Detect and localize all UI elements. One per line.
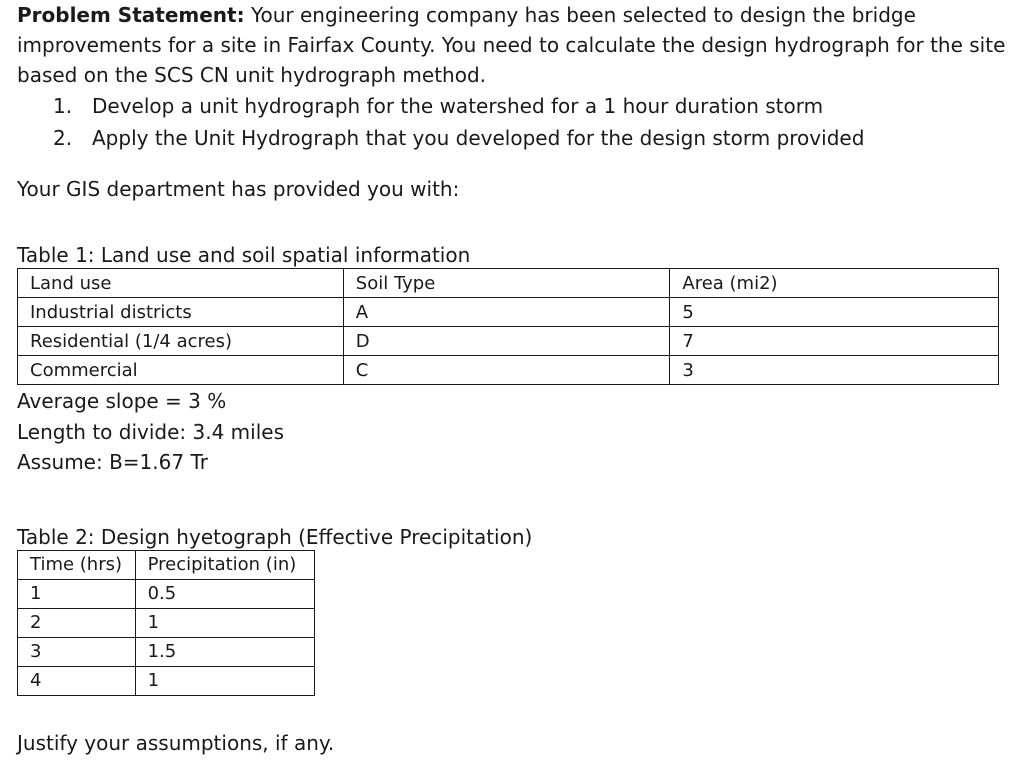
table-header-cell: Area (mi2)	[670, 269, 999, 298]
task-text: Apply the Unit Hydrograph that you developed for the design storm provided	[92, 126, 865, 150]
document	[17, 0, 1017, 758]
task-text: Develop a unit hydrograph for the watershed for a 1 hour duration storm	[92, 94, 824, 118]
closing-note: Justify your assumptions, if any.	[17, 730, 335, 755]
table-row	[18, 298, 999, 327]
task-number: 1.	[53, 94, 73, 118]
table-cell: Commercial	[18, 356, 344, 385]
table-cell: 7	[670, 327, 999, 356]
task-item	[17, 122, 1017, 154]
table-cell: 3	[18, 637, 136, 666]
gis-intro: Your GIS department has provided you with:	[17, 177, 460, 201]
table-row	[18, 356, 999, 385]
table-cell: Residential (1/4 acres)	[18, 327, 344, 356]
table-header-cell: Land use	[18, 269, 344, 298]
parameters	[17, 386, 1017, 478]
table-row	[18, 579, 315, 608]
table-cell: 1.5	[135, 637, 314, 666]
table-cell: 5	[670, 298, 999, 327]
table-header-cell: Soil Type	[343, 269, 670, 298]
table-cell: C	[343, 356, 670, 385]
task-list	[17, 90, 1017, 154]
table-header-row	[18, 550, 315, 579]
param-assumption: Assume: B=1.67 Tr	[17, 450, 208, 474]
table2-caption: Table 2: Design hyetograph (Effective Precipitation)	[17, 524, 533, 549]
table-row	[18, 666, 315, 695]
table-cell: 2	[18, 608, 136, 637]
table-cell: 1	[135, 666, 314, 695]
problem-statement	[17, 0, 1007, 90]
table-header-cell: Time (hrs)	[18, 550, 136, 579]
table-cell: 3	[670, 356, 999, 385]
problem-statement-label: Problem Statement:	[17, 3, 245, 27]
table-header-row	[18, 269, 999, 298]
param-slope: Average slope = 3 %	[17, 389, 227, 413]
table2	[17, 550, 315, 696]
table-header-cell: Precipitation (in)	[135, 550, 314, 579]
table-row	[18, 327, 999, 356]
param-length: Length to divide: 3.4 miles	[17, 419, 285, 444]
table-cell: 0.5	[135, 579, 314, 608]
task-number: 2.	[53, 126, 73, 150]
table-cell: A	[343, 298, 670, 327]
table-cell: 4	[18, 666, 136, 695]
table1	[17, 268, 999, 385]
table-row	[18, 637, 315, 666]
table1-caption: Table 1: Land use and soil spatial information	[17, 243, 471, 267]
table-cell: 1	[135, 608, 314, 637]
problem-statement-text: Your engineering company has been selected to design the bridge improvements for a site in Fairfax County. You need to calculate the design hydrograph for the site based on the SCS CN unit hydrograph method.	[17, 3, 1006, 87]
task-item	[17, 90, 1017, 122]
table-cell: D	[343, 327, 670, 356]
table-cell: Industrial districts	[18, 298, 344, 327]
table-row	[18, 608, 315, 637]
table-cell: 1	[18, 579, 136, 608]
